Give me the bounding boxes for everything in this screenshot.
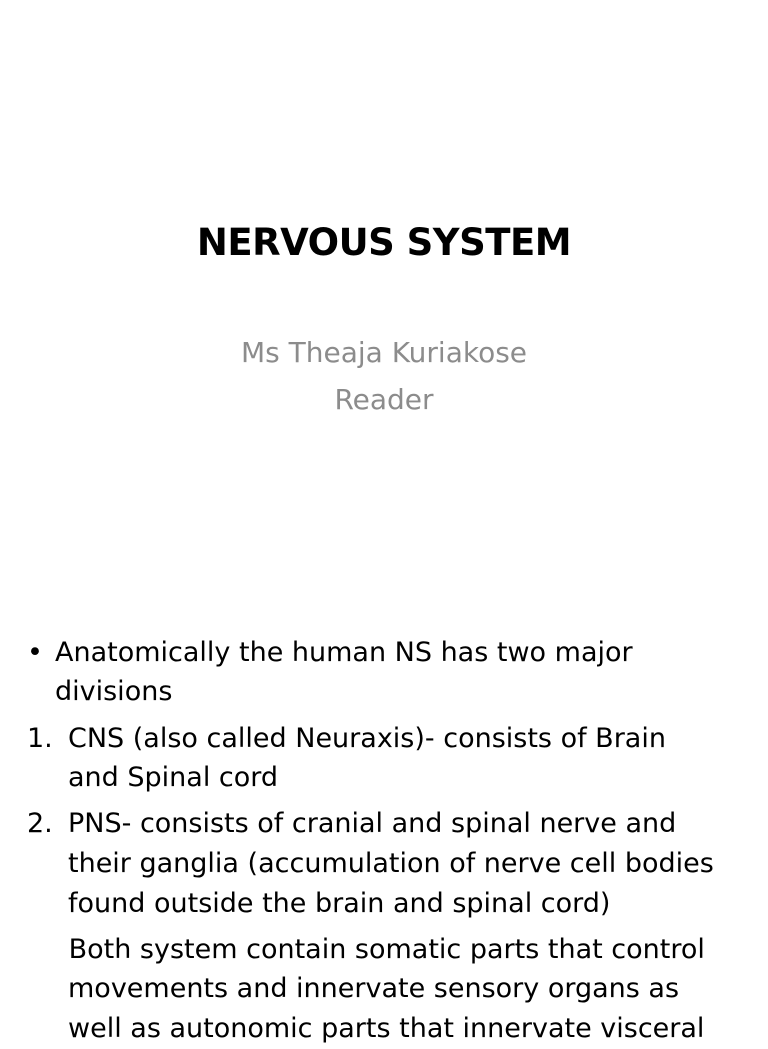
pns-line-3: found outside the brain and spinal cord) xyxy=(68,888,611,919)
cns-line-2: and Spinal cord xyxy=(68,762,279,793)
list-number-2: 2. xyxy=(27,808,53,839)
content-slide xyxy=(0,576,768,1044)
bullet-marker: • xyxy=(27,637,43,668)
cns-line-1: CNS (also called Neuraxis)- consists of Brain xyxy=(68,723,666,754)
paragraph-line-1: Both system contain somatic parts that control xyxy=(60,934,705,965)
pns-line-1: PNS- consists of cranial and spinal nerve and xyxy=(68,808,677,839)
author-name: Ms Theaja Kuriakose xyxy=(240,336,528,369)
list-number-1: 1. xyxy=(27,723,53,754)
pns-line-2: their ganglia (accumulation of nerve cell bodies xyxy=(68,848,714,879)
paragraph-line-2: movements and innervate sensory organs as xyxy=(68,973,680,1004)
slide-title: NERVOUS SYSTEM xyxy=(196,221,572,264)
bullet-line-2: divisions xyxy=(55,676,173,707)
paragraph-line-3: well as autonomic parts that innervate visceral xyxy=(68,1013,705,1044)
bullet-line-1: Anatomically the human NS has two major xyxy=(55,637,633,668)
author-role: Reader xyxy=(334,383,434,416)
